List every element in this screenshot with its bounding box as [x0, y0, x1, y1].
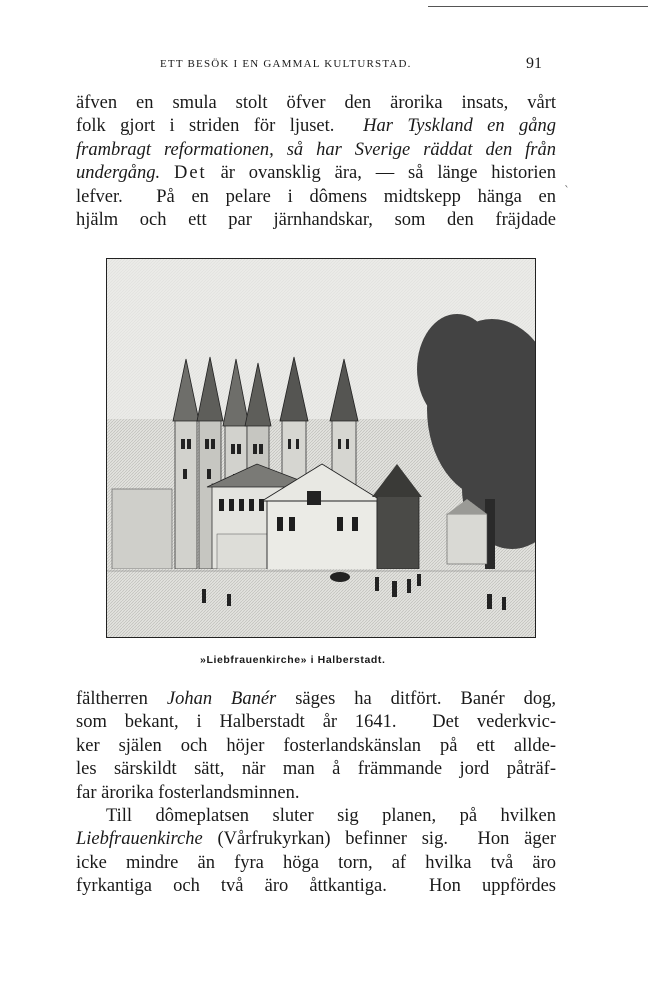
text-line: folk gjort i striden för ljuset. Har Tyskland en gång [76, 116, 556, 137]
text-line: far ärorika fosterlandsminnen. [76, 782, 300, 803]
top-rule [428, 6, 648, 7]
text-line: Till dômeplatsen sluter sig planen, på hvilken [106, 805, 556, 826]
church-illustration [107, 259, 535, 637]
text-line: som bekant, i Halberstadt år 1641. Det vederkvic- [76, 712, 556, 733]
text-line: äfven en smula stolt öfver den ärorika insats, vårt [76, 93, 556, 113]
text-line: les särskildt sätt, när man å främmande jord påträf- [76, 759, 556, 780]
text-line: frambragt reformationen, så har Sverige räddat den från [76, 139, 556, 160]
stray-mark: ` [564, 184, 570, 198]
figure-caption: »Liebfrauenkirche» i Halberstadt. [200, 654, 386, 666]
paragraph-2 [76, 688, 556, 899]
text-line: fältherren Johan Banér säges ha ditfört. Banér dog, [76, 689, 556, 709]
text-line: Liebfrauenkirche (Vårfrukyrkan) befinner sig. Hon äger [76, 829, 556, 850]
text-line: hjälm och ett par järnhandskar, som den fräjdade [76, 209, 556, 230]
paragraph-1 [76, 92, 556, 232]
text-line: undergång. Det är ovansklig ära, — så länge historien [76, 163, 557, 184]
page-number: 91 [526, 55, 542, 72]
text-line: ker själen och höjer fosterlandskänslan på ett allde- [76, 735, 556, 756]
text-line: icke mindre än fyra höga torn, af hvilka två äro [76, 852, 556, 873]
church-engraving [106, 258, 536, 638]
text-line: lefver. På en pelare i dômens midtskepp hänga en [76, 186, 556, 207]
running-head: ETT BESÖK I EN GAMMAL KULTURSTAD. [160, 58, 412, 70]
text-line: fyrkantiga och två äro åttkantiga. Hon uppfördes [76, 876, 556, 897]
